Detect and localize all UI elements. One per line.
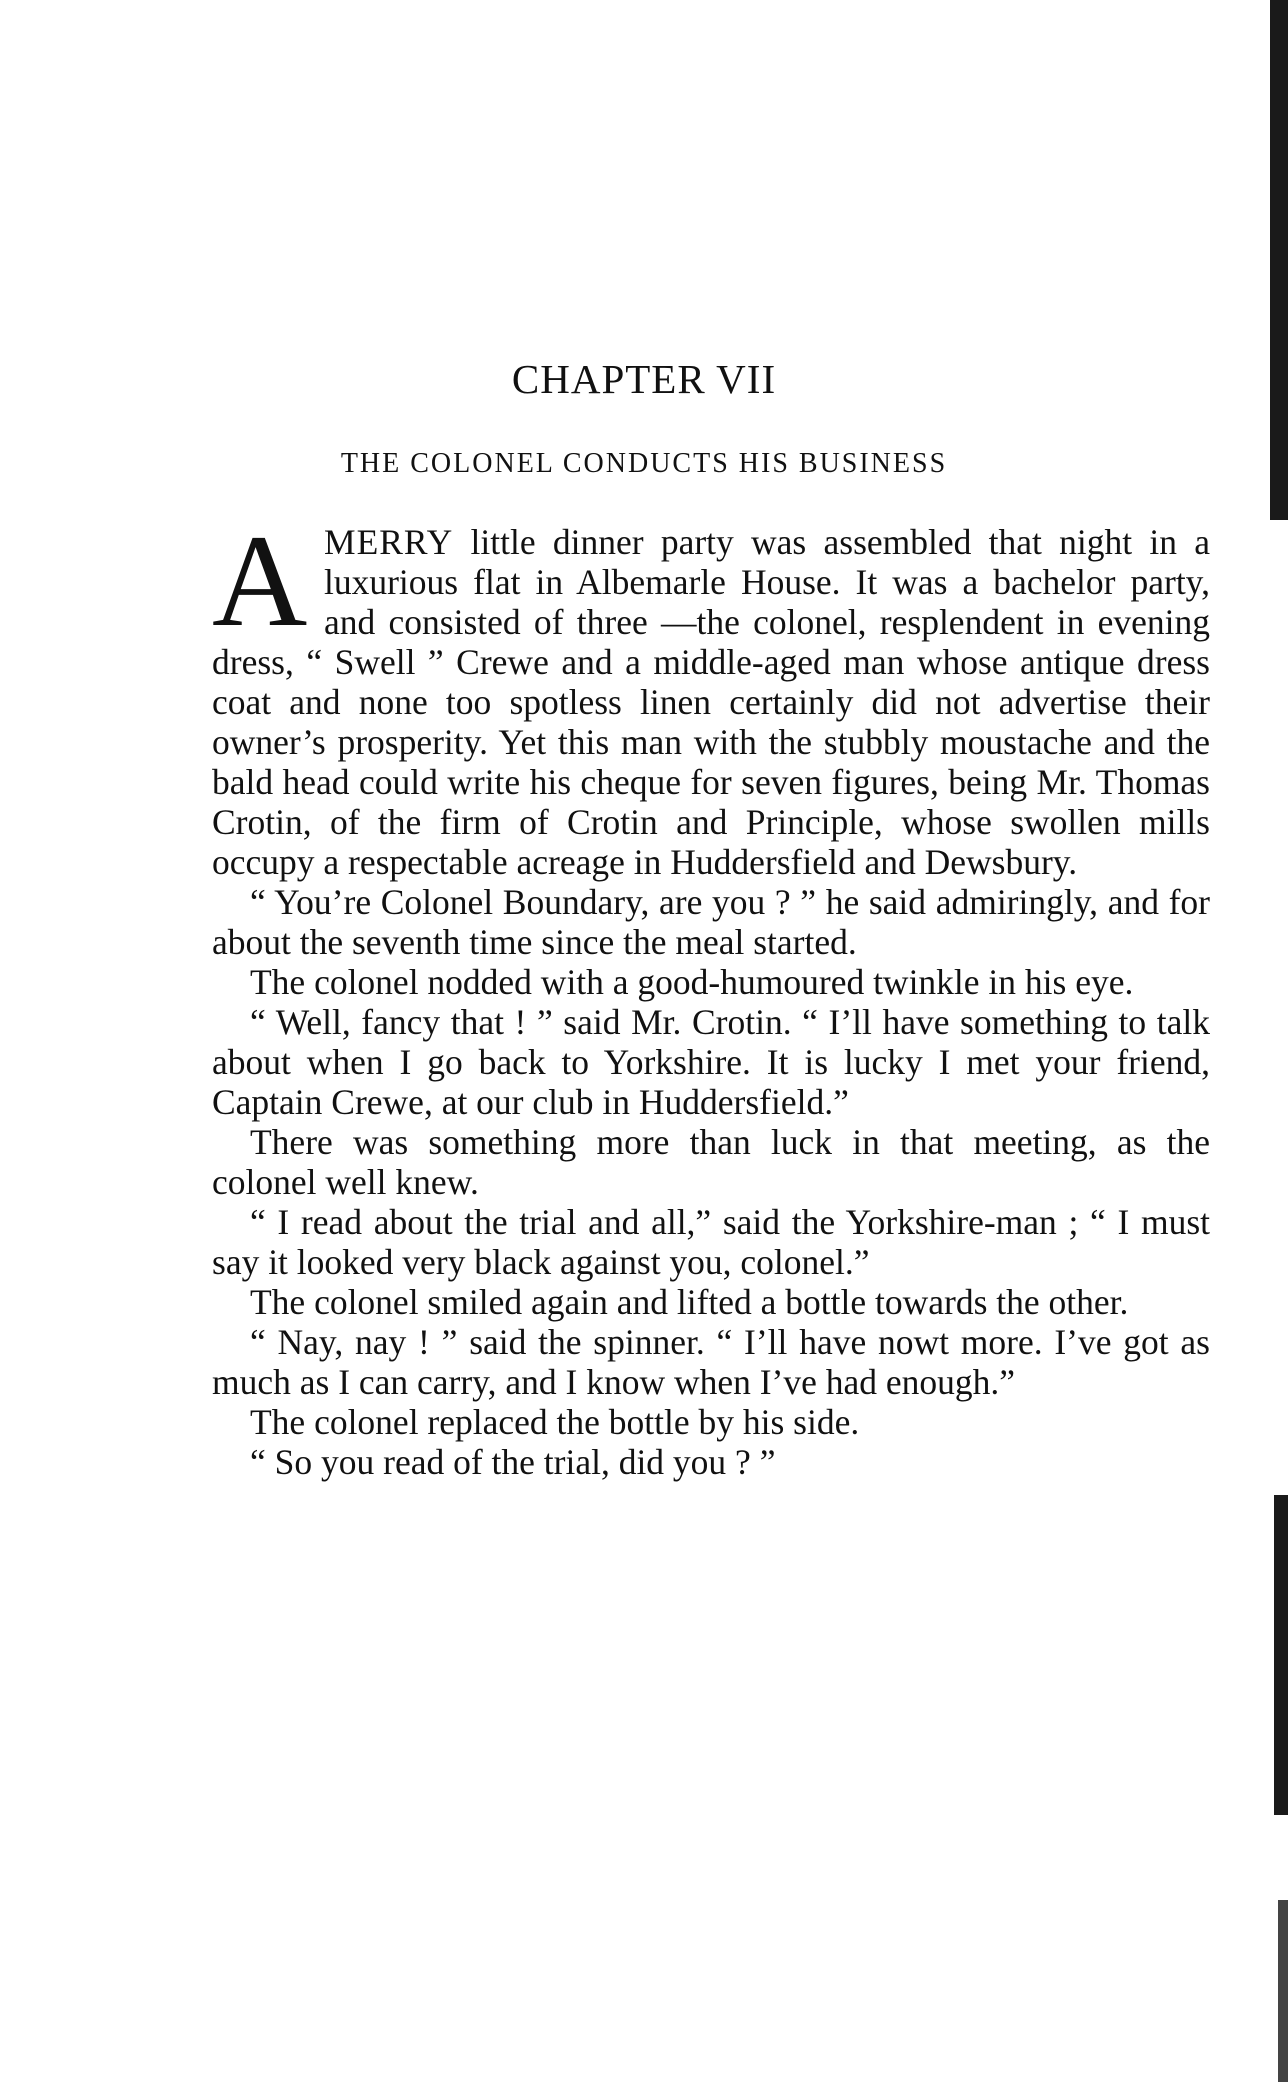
paragraph: “ Well, fancy that ! ” said Mr. Crotin. “ I’ll have something to talk about when I go back to Yorkshire. It is lucky I met your friend, Captain Crewe, at our club in Huddersfield.” [212,1002,1210,1122]
paragraph: The colonel nodded with a good-humoured twinkle in his eye. [250,962,1134,1002]
paragraph: There was something more than luck in that meeting, as the colonel well knew. [212,1122,1210,1202]
scan-edge-shadow-top [1270,0,1288,520]
paragraph: “ You’re Colonel Boundary, are you ? ” he said admiringly, and for about the seventh time since the meal started. [212,882,1210,962]
drop-cap: A [212,507,308,654]
scan-edge-shadow-middle [1274,1495,1288,1815]
chapter-body [212,507,1210,1482]
lead-caps: MERRY [324,522,454,562]
paragraph-opening [212,507,1210,882]
paragraph: “ Nay, nay ! ” said the spinner. “ I’ll have nowt more. I’ve got as much as I can carry, and I know when I’ve had enough.” [212,1322,1210,1402]
scan-edge-shadow-bottom [1278,1900,1288,2082]
chapter-subtitle: THE COLONEL CONDUCTS HIS BUSINESS [340,448,948,479]
paragraph: The colonel replaced the bottle by his side. [250,1402,860,1442]
paragraph-text: little dinner party was assembled that night in a luxurious flat in Albemarle House. It was a bachelor party, and consisted of three —the colonel, resplendent in evening dress, “ Swell ” Crewe and a middle-aged man whose antique dress coat and none too spotless linen certainly did not advertise their owner’s prosperity. Yet this man with the stubbly moustache and the bald head could write his cheque for seven figures, being Mr. Thomas Crotin, of the firm of Crotin and Principle, whose swollen mills occupy a respectable acreage in Huddersfield and Dewsbury. [212,522,1210,882]
paragraph: The colonel smiled again and lifted a bottle towards the other. [250,1282,1129,1322]
paragraph: “ I read about the trial and all,” said the Yorkshire-man ; “ I must say it looked very black against you, colonel.” [212,1202,1210,1282]
chapter-title: CHAPTER VII [511,356,777,402]
paragraph: “ So you read of the trial, did you ? ” [250,1442,776,1482]
